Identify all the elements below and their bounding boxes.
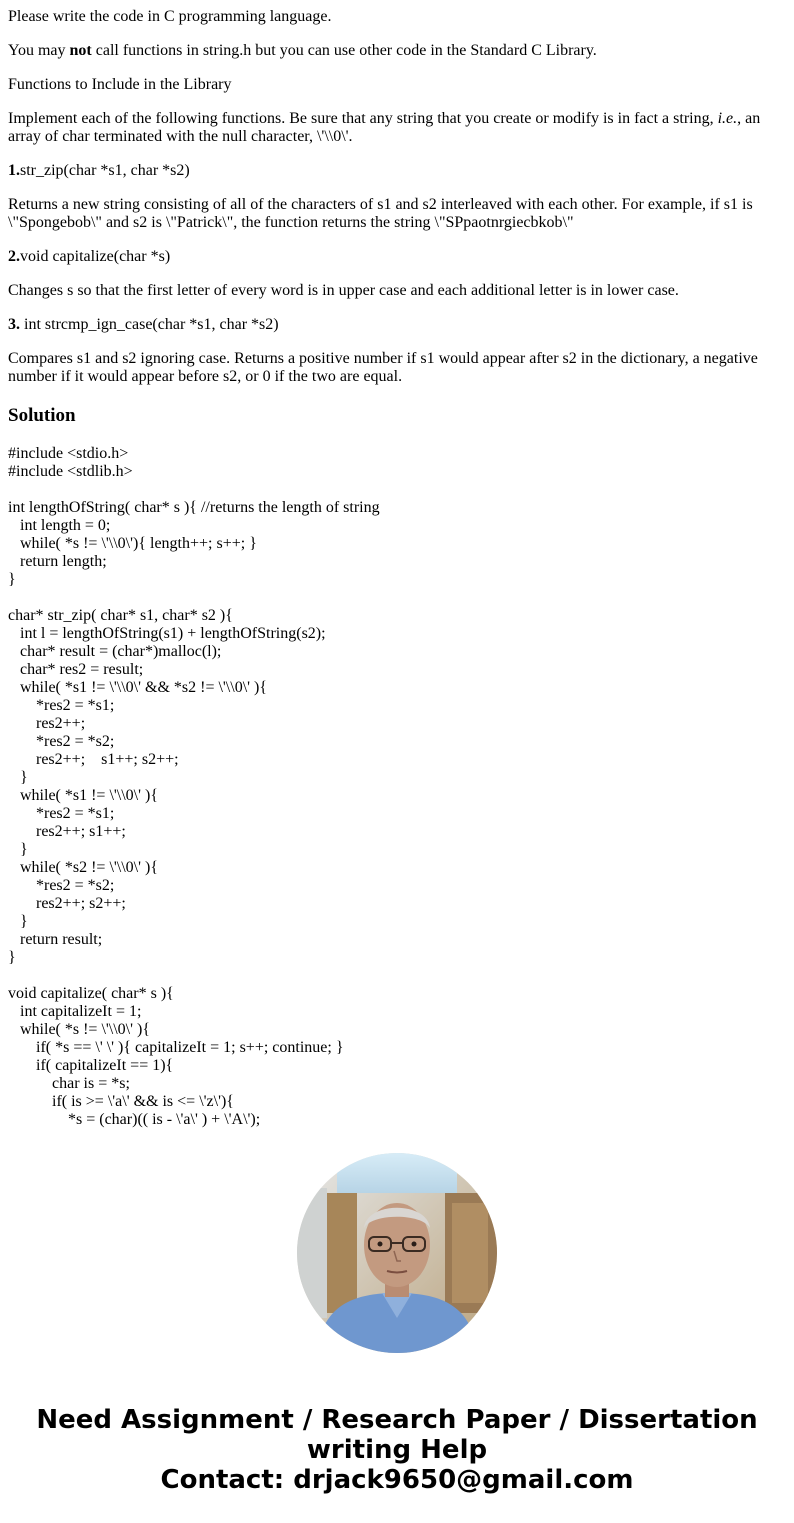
restriction-bold: not bbox=[69, 42, 92, 59]
solution-heading: Solution bbox=[8, 405, 76, 426]
function-1-description: Returns a new string consisting of all of the characters of s1 and s2 interleaved with each other. For example, if s1 is \"Spongebob\" and s2 is \"Patrick\", the function returns the string \"SPpaotnrgiecbkob\" bbox=[8, 196, 753, 231]
function-1-number: 1. bbox=[8, 162, 20, 179]
footer-advertisement bbox=[0, 1405, 794, 1495]
function-3-description: Compares s1 and s2 ignoring case. Returns a positive number if s1 would appear after s2 in the dictionary, a negative number if it would appear before s2, or 0 if the two are equal. bbox=[8, 350, 758, 385]
solution-code: #include <stdio.h> #include <stdlib.h> int lengthOfString( char* s ){ //returns the length of string int length = 0; while( *s != \'\\0\'){ length++; s++; } return length; } char* str_zip( char* s1, char* s2 ){ int l = lengthOfString(s1) + lengthOfString(s2); char* result = (char*)malloc(l); char* res2 = result; while( *s1 != \'\\0\' && *s2 != \'\\0\' ){ *res2 = *s1; res2++; *res2 = *s2; res2++; s1++; s2++; } while( *s1 != \'\\0\' ){ *res2 = *s1; res2++; s1++; } while( *s2 != \'\\0\' ){ *res2 = *s2; res2++; s2++; } return result; } void capitalize( char* s ){ int capitalizeIt = 1; while( *s != \'\\0\' ){ if( *s == \' \' ){ capitalizeIt = 1; s++; continue; } if( capitalizeIt == 1){ char is = *s; if( is >= \'a\' && is <= \'z\'){ *s = (char)(( is - \'a\' ) + \'A\'); bbox=[8, 445, 380, 1128]
function-2-number: 2. bbox=[8, 248, 20, 265]
restriction-post: call functions in string.h but you can use other code in the Standard C Library. bbox=[91, 42, 597, 59]
footer-contact: Contact: drjack9650@gmail.com bbox=[160, 1465, 634, 1495]
footer-line-2: writing Help bbox=[306, 1435, 488, 1465]
function-2-description: Changes s so that the first letter of every word is in upper case and each additional letter is in lower case. bbox=[8, 282, 679, 299]
function-2-title bbox=[8, 248, 170, 266]
instruction-implement bbox=[8, 110, 778, 146]
footer-line-1: Need Assignment / Research Paper / Dissertation bbox=[36, 1405, 758, 1435]
implement-pre: Implement each of the following functions. Be sure that any string that you create or modify is in fact a string, bbox=[8, 110, 718, 127]
instruction-language: Please write the code in C programming language. bbox=[8, 8, 332, 25]
function-3-title bbox=[8, 316, 279, 334]
function-2-signature: void capitalize(char *s) bbox=[20, 248, 171, 265]
author-avatar bbox=[297, 1153, 497, 1353]
function-3-signature: int strcmp_ign_case(char *s1, char *s2) bbox=[20, 316, 279, 333]
instruction-restriction bbox=[8, 42, 597, 60]
author-portrait-image bbox=[297, 1153, 497, 1353]
implement-italic: i.e. bbox=[717, 110, 738, 127]
implement-post: , an array of char terminated with the null character, \'\\0\'. bbox=[8, 110, 761, 145]
function-1-title bbox=[8, 162, 190, 180]
restriction-pre: You may bbox=[8, 42, 70, 59]
function-1-signature: str_zip(char *s1, char *s2) bbox=[20, 162, 190, 179]
section-title-functions: Functions to Include in the Library bbox=[8, 76, 232, 93]
function-3-number: 3. bbox=[8, 316, 20, 333]
